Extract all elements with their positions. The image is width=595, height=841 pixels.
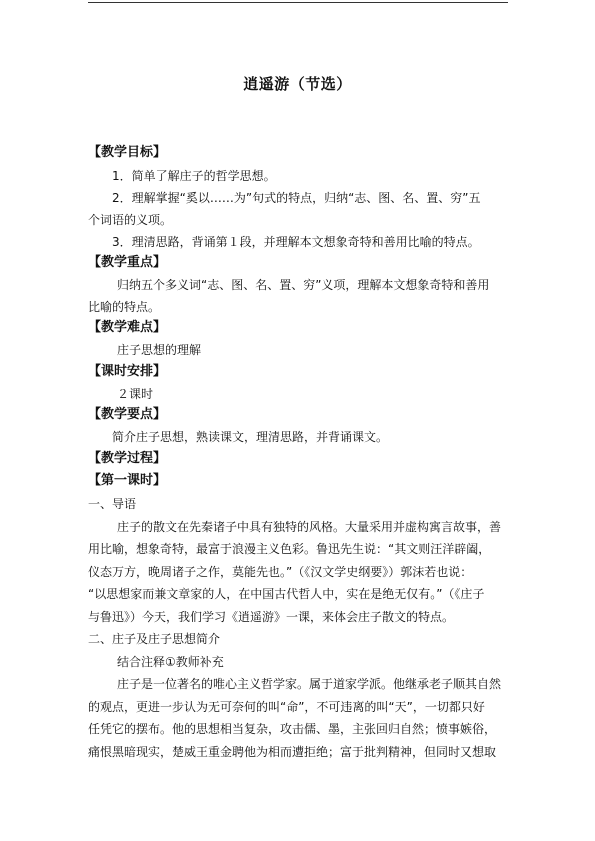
objective-2-cont: 个词语的义项。 <box>88 213 173 227</box>
paragraph-line: 任凭它的摆布。他的思想相当复杂，攻击儒、墨，主张回归自然；愤事嫉俗， <box>88 722 497 736</box>
objective-1: 1．简单了解庄子的哲学思想。 <box>112 169 276 183</box>
section-heading-process: 【教学过程】 <box>88 451 167 466</box>
key-points-text: 归纳五个多义词“志、图、名、置、穷”义项，理解本文想象奇特和善用 <box>117 278 490 292</box>
essentials-text: 简介庄子思想，熟读课文，理清思路，并背诵课文。 <box>112 430 389 444</box>
paragraph-line: “以思想家而兼文章家的人，在中国古代哲人中，实在是绝无仅有。”（《庄子 <box>88 587 485 601</box>
key-points-text-cont: 比喻的特点。 <box>88 300 161 314</box>
objective-2: 2．理解掌握“奚以……为”句式的特点，归纳“志、图、名、置、穷”五 <box>112 191 481 205</box>
section-heading-first-lesson: 【第一课时】 <box>88 473 167 488</box>
paragraph-line: 与鲁迅》）今天，我们学习《逍遥游》一课，来体会庄子散文的特点。 <box>88 610 455 624</box>
section-heading-essentials: 【教学要点】 <box>88 407 167 422</box>
header-rule <box>88 2 508 3</box>
subheading-zhuangzi: 二、庄子及庄子思想简介 <box>88 632 221 646</box>
paragraph-line: 庄子是一位著名的唯心主义哲学家。属于道家学派。他继承老子顺其自然 <box>117 677 502 691</box>
paragraph-line: 仪态万方，晚周诸子之作，莫能先也。”（《汉文学史纲要》）郭沫若也说： <box>88 565 473 579</box>
difficulties-text: 庄子思想的理解 <box>117 343 202 357</box>
schedule-text: ２课时 <box>117 387 154 401</box>
subheading-intro: 一、导语 <box>88 497 137 511</box>
paragraph-line: 的观点，更进一步认为无可奈何的叫“命”，不可违离的叫“天”，一切都只好 <box>88 700 485 714</box>
note-line: 结合注释①教师补充 <box>117 655 224 669</box>
section-heading-objectives: 【教学目标】 <box>88 145 167 160</box>
section-heading-difficulties: 【教学难点】 <box>88 320 167 335</box>
section-heading-schedule: 【课时安排】 <box>88 364 167 379</box>
paragraph-line: 用比喻，想象奇特，最富于浪漫主义色彩。鲁迅先生说：“其文则汪洋辟阖， <box>88 542 491 556</box>
objective-3: 3．理清思路，背诵第１段，并理解本文想象奇特和善用比喻的特点。 <box>112 235 480 249</box>
page-title: 逍遥游（节选） <box>243 75 352 93</box>
paragraph-line: 痛恨黑暗现实，楚威王重金聘他为相而遭拒绝；富于批判精神，但同时又想取 <box>88 745 497 759</box>
paragraph-line: 庄子的散文在先秦诸子中具有独特的风格。大量采用并虚构寓言故事，善 <box>117 520 502 534</box>
section-heading-key-points: 【教学重点】 <box>88 255 167 270</box>
